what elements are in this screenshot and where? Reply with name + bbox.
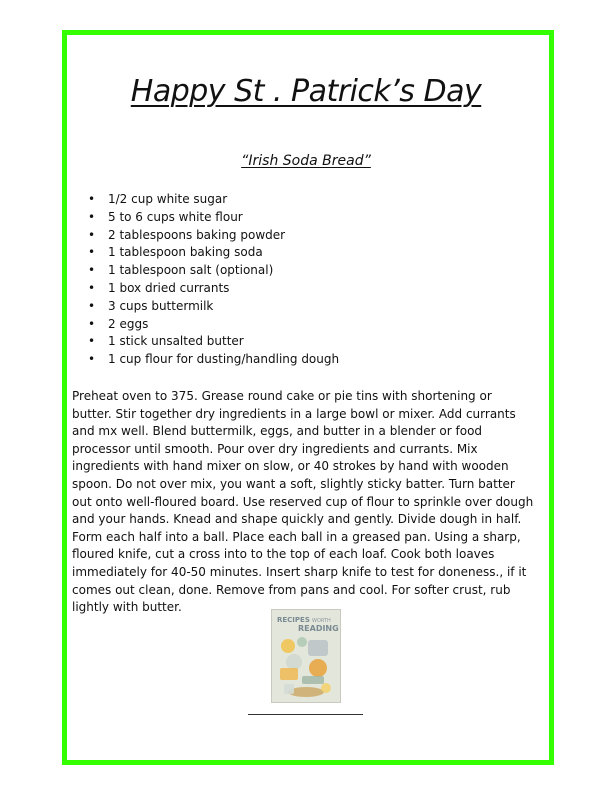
book-title-line3: READING <box>298 624 339 633</box>
recipe-title: “Irish Soda Bread” <box>241 153 371 169</box>
book-title-line1: RECIPES <box>277 616 310 624</box>
ingredient-item: • 3 cups buttermilk <box>108 298 339 316</box>
book-title-line2: WORTH <box>312 618 331 624</box>
ingredient-item: • 2 tablespoons baking powder <box>108 227 339 245</box>
book-cover-image <box>271 609 341 703</box>
ingredient-item: • 2 eggs <box>108 316 339 334</box>
ingredient-item: • 1 box dried currants <box>108 280 339 298</box>
ingredient-item: • 1 stick unsalted butter <box>108 333 339 351</box>
ingredient-item: • 1/2 cup white sugar <box>108 191 339 209</box>
ingredient-item: • 5 to 6 cups white flour <box>108 209 339 227</box>
ingredient-item: • 1 tablespoon salt (optional) <box>108 262 339 280</box>
book-underline <box>248 714 363 715</box>
book-illustration <box>272 610 340 702</box>
ingredient-list <box>88 191 339 369</box>
ingredient-item: • 1 tablespoon baking soda <box>108 244 339 262</box>
page-title: Happy St . Patrick’s Day <box>130 74 482 109</box>
ingredient-item: • 1 cup flour for dusting/handling dough <box>108 351 339 369</box>
recipe-instructions: Preheat oven to 375. Grease round cake or pie tins with shortening or butter. Stir together dry ingredients in a large bowl or mixer. Add currants and mx well. Blend buttermilk, eggs, and butter in a blender or food processor until smooth. Pour over dry ingredients and currants. Mix ingredients with hand mixer on slow, or 40 strokes by hand with wooden spoon. Do not over mix, you want a soft, slightly sticky batter. Turn batter out onto well-floured board. Use reserved cup of flour to sprinkle over dough and your hands. Knead and shape quickly and gently. Divide dough in half. Form each half into a ball. Place each ball in a greased pan. Using a sharp, floured knife, cut a cross into to the top of each loaf. Cook both loaves immediately for 40-50 minutes. Insert sharp knife to test for doneness., if it comes out clean, done. Remove from pans and cool. For softer crust, rub lightly with butter. <box>72 389 534 615</box>
